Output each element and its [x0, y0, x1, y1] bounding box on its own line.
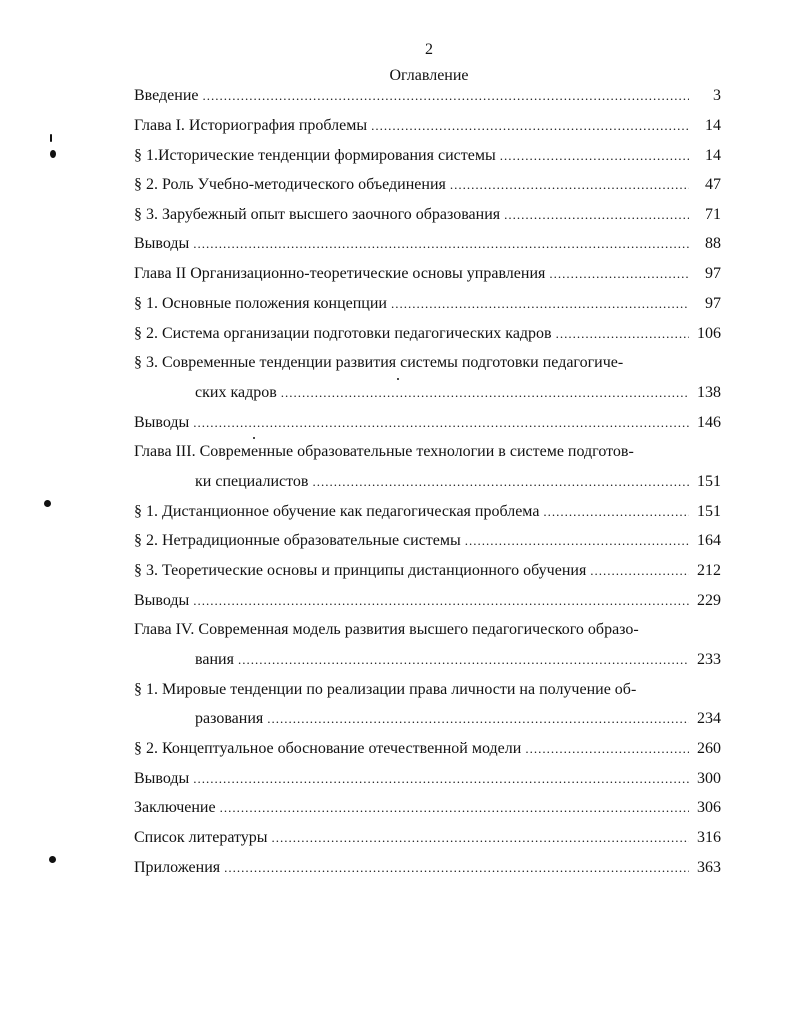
- toc-entry-label: § 1.Исторические тенденции формирования системы: [134, 147, 496, 164]
- toc-entry-continuation[interactable]: [134, 709, 721, 729]
- toc-entry-page: 88: [705, 235, 721, 252]
- toc-entry-label: Глава I. Историография проблемы: [134, 117, 368, 134]
- toc-entry-continuation-label: вания: [195, 651, 234, 668]
- toc-entry-label: § 2. Система организации подготовки педагогических кадров: [134, 325, 552, 342]
- toc-leader-dots: [224, 858, 689, 878]
- toc-entry[interactable]: [134, 591, 721, 611]
- toc-entry-label: Выводы: [134, 414, 190, 431]
- scan-speck: [397, 378, 399, 380]
- toc-entry[interactable]: [134, 86, 721, 106]
- toc-leader-dots: [504, 205, 689, 225]
- toc-leader-dots: [391, 294, 689, 314]
- toc-entry-page: 363: [697, 859, 721, 876]
- toc-leader-dots: [549, 264, 689, 284]
- toc-entry-label: Глава III. Современные образовательные технологии в системе подготов-: [134, 443, 634, 460]
- toc-leader-dots: [272, 828, 689, 848]
- scan-speck: [44, 500, 51, 507]
- toc-leader-dots: [590, 561, 689, 581]
- scan-speck: [50, 134, 52, 142]
- toc-entry-page: 3: [713, 87, 721, 104]
- toc-entry[interactable]: [134, 146, 721, 166]
- toc-entry-label: § 2. Концептуальное обоснование отечественной модели: [134, 740, 522, 757]
- toc-entry[interactable]: [134, 561, 721, 581]
- toc-entry[interactable]: [134, 739, 721, 759]
- toc-leader-dots: [203, 86, 690, 106]
- toc-entry-page: 14: [705, 147, 721, 164]
- toc-title: Оглавление: [389, 67, 469, 84]
- toc-entry[interactable]: [134, 175, 721, 195]
- toc-entry-label: § 3. Теоретические основы и принципы дистанционного обучения: [134, 562, 587, 579]
- toc-entry-label: Выводы: [134, 770, 190, 787]
- toc-entry[interactable]: [134, 502, 721, 522]
- toc-entry-page: 151: [697, 473, 721, 490]
- scan-speck: [50, 150, 56, 158]
- toc-entry-page: 151: [697, 503, 721, 520]
- toc-entry-page: 14: [705, 117, 721, 134]
- toc-entry-page: 97: [705, 295, 721, 312]
- toc-entry-page: 212: [697, 562, 721, 579]
- toc-leader-dots: [450, 175, 689, 195]
- toc-entry[interactable]: [134, 828, 721, 848]
- toc-entry-continuation-label: ки специалистов: [195, 473, 309, 490]
- toc-entry-continuation[interactable]: [134, 650, 721, 670]
- toc-entry-page: 229: [697, 592, 721, 609]
- toc-entry[interactable]: [134, 620, 721, 640]
- toc-entry[interactable]: [134, 858, 721, 878]
- toc-entry[interactable]: [134, 680, 721, 700]
- toc-leader-dots: [543, 502, 689, 522]
- toc-entry[interactable]: [134, 294, 721, 314]
- toc-entry-label: Введение: [134, 87, 199, 104]
- toc-entry[interactable]: [134, 353, 721, 373]
- toc-entry-label: § 1. Мировые тенденции по реализации права личности на получение об-: [134, 681, 637, 698]
- toc-leader-dots: [193, 769, 689, 789]
- toc-entry-label: Заключение: [134, 799, 216, 816]
- toc-entry-continuation-label: разования: [195, 710, 264, 727]
- toc-leader-dots: [193, 591, 689, 611]
- toc-entry[interactable]: [134, 769, 721, 789]
- toc-entry-continuation-label: ских кадров: [195, 384, 277, 401]
- toc-leader-dots: [525, 739, 689, 759]
- toc-entry-page: 233: [697, 651, 721, 668]
- toc-entry-page: 164: [697, 532, 721, 549]
- toc-entry-label: § 3. Современные тенденции развития системы подготовки педагогиче-: [134, 354, 624, 371]
- toc-entry-label: § 2. Нетрадиционные образовательные системы: [134, 532, 461, 549]
- toc-leader-dots: [267, 709, 689, 729]
- toc-entry-page: 106: [697, 325, 721, 342]
- toc-entry-page: 306: [697, 799, 721, 816]
- toc-entry-label: Глава IV. Современная модель развития высшего педагогического образо-: [134, 621, 639, 638]
- toc-entry[interactable]: [134, 205, 721, 225]
- toc-entry-page: 138: [697, 384, 721, 401]
- toc-entry-page: 316: [697, 829, 721, 846]
- toc-entry[interactable]: [134, 531, 721, 551]
- toc-entry-label: § 3. Зарубежный опыт высшего заочного образования: [134, 206, 501, 223]
- toc-entry[interactable]: [134, 234, 721, 254]
- toc-entry-continuation[interactable]: [134, 472, 721, 492]
- toc-entry-page: 47: [705, 176, 721, 193]
- toc-entry-label: § 1. Основные положения концепции: [134, 295, 387, 312]
- toc-entry-label: § 2. Роль Учебно-методического объединения: [134, 176, 446, 193]
- toc-entry-page: 300: [697, 770, 721, 787]
- toc-entry-label: Выводы: [134, 235, 190, 252]
- toc-entry-page: 97: [705, 265, 721, 282]
- toc-entry-page: 260: [697, 740, 721, 757]
- toc-leader-dots: [220, 798, 689, 818]
- toc-leader-dots: [281, 383, 689, 403]
- toc-entry[interactable]: [134, 264, 721, 284]
- toc-entry-label: Список литературы: [134, 829, 268, 846]
- toc-leader-dots: [193, 234, 689, 254]
- toc-entry[interactable]: [134, 442, 721, 462]
- toc-entry-label: Приложения: [134, 859, 221, 876]
- toc-leader-dots: [193, 413, 689, 433]
- toc-entry-continuation[interactable]: [134, 383, 721, 403]
- toc-entry[interactable]: [134, 413, 721, 433]
- page-number: 2: [425, 41, 433, 58]
- toc-entry[interactable]: [134, 324, 721, 344]
- toc-entry-label: § 1. Дистанционное обучение как педагогическая проблема: [134, 503, 540, 520]
- toc-leader-dots: [465, 531, 689, 551]
- toc-leader-dots: [238, 650, 689, 670]
- toc-entry-label: Выводы: [134, 592, 190, 609]
- toc-leader-dots: [312, 472, 689, 492]
- toc-entry-page: 71: [705, 206, 721, 223]
- scan-speck: [253, 437, 255, 439]
- toc-leader-dots: [556, 324, 689, 344]
- toc-entry-page: 146: [697, 414, 721, 431]
- toc-entry[interactable]: [134, 116, 721, 136]
- toc-entry-label: Глава II Организационно-теоретические основы управления: [134, 265, 546, 282]
- scan-speck: [49, 856, 56, 863]
- toc-leader-dots: [371, 116, 689, 136]
- toc-entry-page: 234: [697, 710, 721, 727]
- toc-entry[interactable]: [134, 798, 721, 818]
- toc-leader-dots: [500, 146, 689, 166]
